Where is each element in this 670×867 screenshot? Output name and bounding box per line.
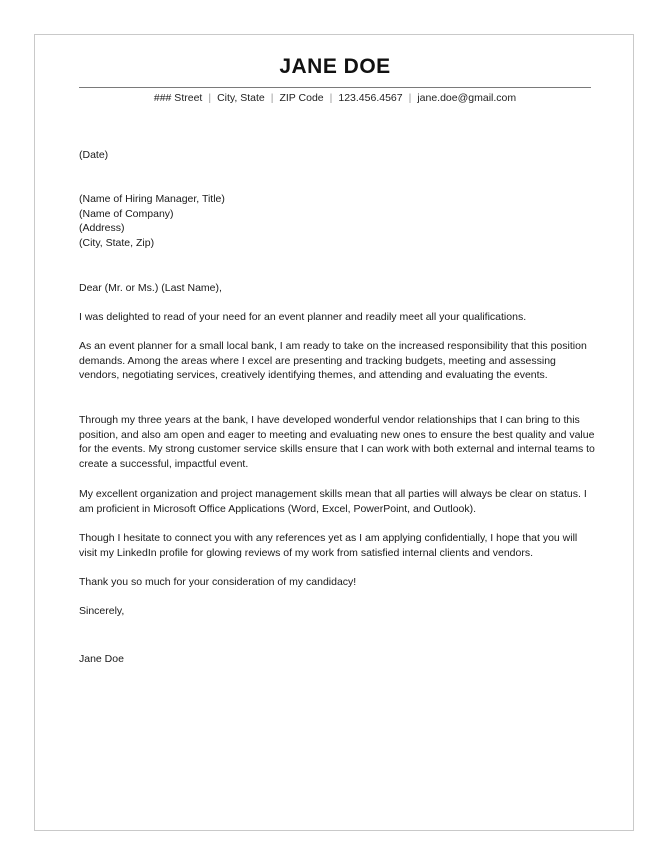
recipient-block <box>79 192 595 250</box>
salutation: Dear (Mr. or Ms.) (Last Name), <box>79 282 222 294</box>
header-divider <box>79 87 591 88</box>
contact-email: jane.doe@gmail.com <box>417 92 517 104</box>
letter-paragraph: Though I hesitate to connect you with any references yet as I am applying confidentially, I hope that you will visit my LinkedIn profile for glowing reviews of my work from satisfied internal clients and vendors. <box>79 532 578 559</box>
letter-paragraph: As an event planner for a small local bank, I am ready to take on the increased responsibility that this position demands. Among the areas where I excel are presenting and tracking budgets, meeting and assessing vendors, negotiating services, creatively identifying themes, and attending and evaluating the events. <box>79 340 587 382</box>
contact-city-state: City, State <box>217 92 265 104</box>
contact-street: ### Street <box>153 92 203 104</box>
letter-paragraph: I was delighted to read of your need for an event planner and readily meet all your qualifications. <box>79 311 527 323</box>
contact-separator: | <box>270 92 274 104</box>
contact-zip: ZIP Code <box>279 92 324 104</box>
contact-phone: 123.456.4567 <box>338 92 403 104</box>
letter-paragraph: Through my three years at the bank, I have developed wonderful vendor relationships that I can bring to this position, and also am open and eager to meeting and evaluating new ones to ensure the best quality and value for the events. My strong customer service skills ensure that I can work with both external and internal teams to create a successful, impactful event. <box>79 414 595 470</box>
letter-paragraph: Thank you so much for your consideration of my candidacy! <box>79 576 357 588</box>
signature: Jane Doe <box>79 653 124 665</box>
recipient-line: (Address) <box>79 222 125 235</box>
contact-separator: | <box>329 92 333 104</box>
contact-separator: | <box>408 92 412 104</box>
recipient-line: (City, State, Zip) <box>79 236 155 249</box>
closing: Sincerely, <box>79 605 125 617</box>
contact-line <box>35 92 635 104</box>
sender-name: JANE DOE <box>279 55 391 78</box>
document-page <box>34 34 634 831</box>
contact-separator: | <box>208 92 212 104</box>
letter-date: (Date) <box>79 149 109 161</box>
letter-paragraph: My excellent organization and project management skills mean that all parties will always be clear on status. I am proficient in Microsoft Office Applications (Word, Excel, PowerPoint, and Outlook). <box>79 488 587 515</box>
recipient-line: (Name of Hiring Manager, Title) <box>79 193 225 205</box>
recipient-line: (Name of Company) <box>79 207 174 220</box>
